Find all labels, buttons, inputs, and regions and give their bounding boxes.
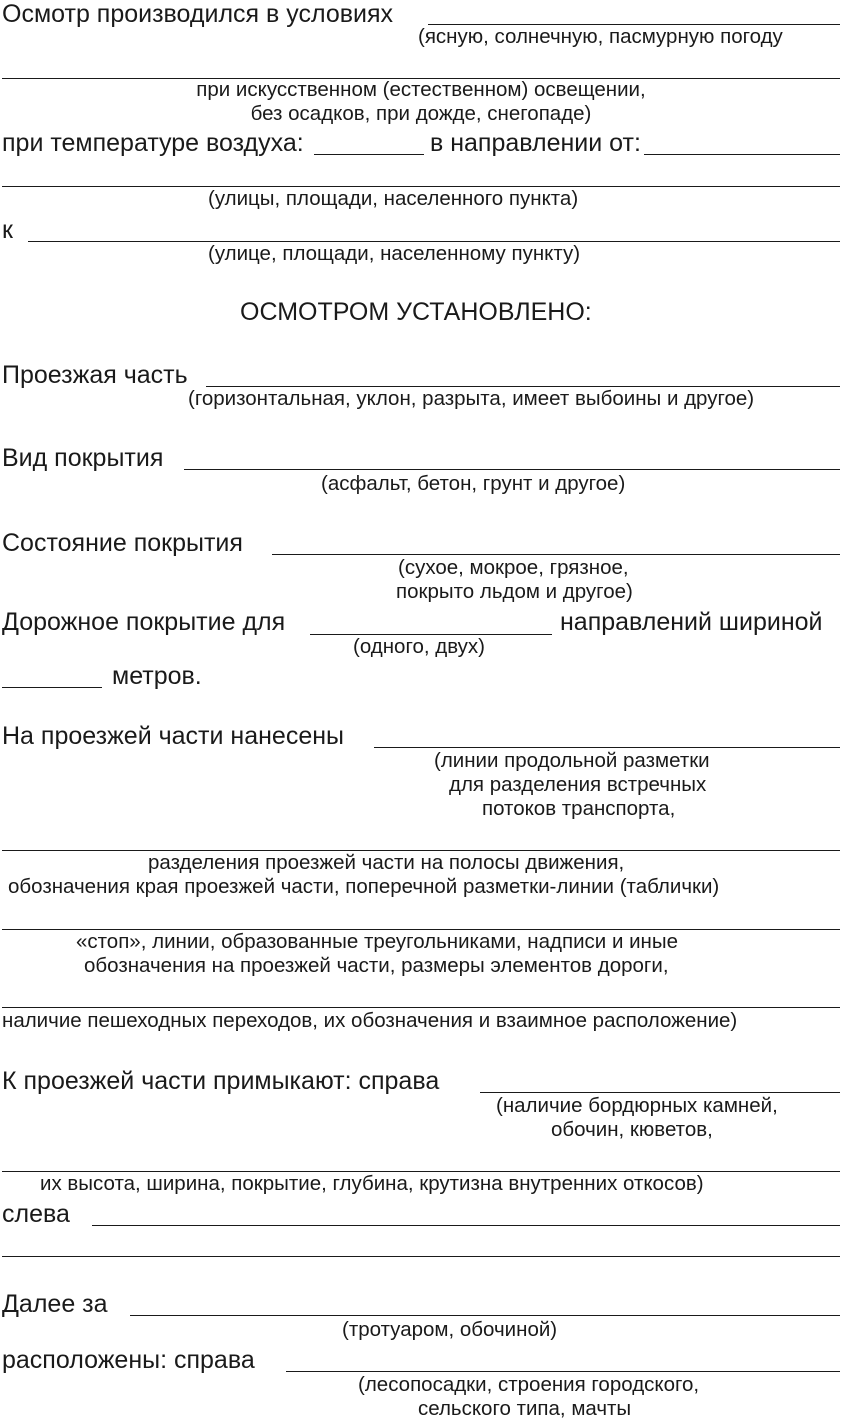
surface-state-field[interactable] (272, 554, 840, 555)
width-field[interactable] (2, 687, 102, 688)
located-right-field[interactable] (286, 1371, 840, 1372)
markings-hint-3: потоков транспорта, (482, 797, 676, 820)
directions-label-after: направлений шириной (560, 608, 823, 636)
conditions-hint-light-2: без осадков, при дожде, снегопаде) (250, 102, 592, 125)
surface-state-hint-2: покрыто льдом и другое) (396, 580, 633, 603)
markings-hint-5: обозначения края проезжей части, поперечной разметки-линии (таблички) (8, 875, 720, 898)
directions-label: Дорожное покрытие для (2, 608, 286, 636)
adjacent-hint-2: обочин, кюветов, (551, 1118, 713, 1141)
direction-to-label: к (2, 216, 13, 244)
markings-hint-1: (линии продольной разметки (434, 749, 710, 772)
beyond-hint: (тротуаром, обочиной) (342, 1318, 558, 1341)
surface-type-label: Вид покрытия (2, 444, 164, 472)
surface-state-label: Состояние покрытия (2, 529, 243, 557)
roadway-label: Проезжая часть (2, 361, 188, 389)
temperature-field[interactable] (314, 154, 424, 155)
located-hint-1: (лесопосадки, строения городского, (358, 1373, 700, 1396)
adjacent-hint-1: (наличие бордюрных камней, (496, 1094, 778, 1117)
markings-hint-2: для разделения встречных (449, 773, 707, 796)
temperature-label: при температуре воздуха: (2, 129, 304, 157)
adjacent-left-field-2[interactable] (2, 1256, 840, 1257)
adjacent-left-label: слева (2, 1200, 70, 1228)
conditions-label: Осмотр производился в условиях (2, 0, 394, 28)
surface-state-hint-1: (сухое, мокрое, грязное, (398, 556, 629, 579)
markings-field[interactable] (374, 747, 840, 748)
located-hint-2: сельского типа, мачты (418, 1397, 632, 1420)
adjacent-hint-3: их высота, ширина, покрытие, глубина, крутизна внутренних откосов) (40, 1172, 704, 1195)
roadway-hint: (горизонтальная, уклон, разрыта, имеет выбоины и другое) (188, 387, 755, 410)
direction-to-hint: (улице, площади, населенному пункту) (208, 242, 581, 265)
adjacent-left-field[interactable] (92, 1225, 840, 1226)
adjacent-label: К проезжей части примыкают: справа (2, 1067, 440, 1095)
adjacent-right-field[interactable] (480, 1092, 840, 1093)
surface-type-field[interactable] (184, 469, 840, 470)
direction-from-field[interactable] (644, 154, 840, 155)
section-title: ОСМОТРОМ УСТАНОВЛЕНО: (240, 298, 592, 326)
markings-hint-7: обозначения на проезжей части, размеры элементов дороги, (84, 954, 669, 977)
conditions-hint-weather: (ясную, солнечную, пасмурную погоду (418, 25, 783, 48)
directions-hint: (одного, двух) (353, 635, 486, 658)
beyond-label: Далее за (2, 1290, 108, 1318)
located-label: расположены: справа (2, 1346, 255, 1374)
markings-label: На проезжей части нанесены (2, 722, 344, 750)
beyond-field[interactable] (130, 1315, 840, 1316)
direction-from-hint: (улицы, площади, населенного пункта) (208, 187, 579, 210)
markings-hint-6: «стоп», линии, образованные треугольниками, надписи и иные (76, 930, 678, 953)
surface-type-hint: (асфальт, бетон, грунт и другое) (321, 472, 626, 495)
markings-field-4[interactable] (2, 1007, 840, 1008)
markings-hint-4: разделения проезжей части на полосы движения, (148, 851, 625, 874)
markings-hint-8: наличие пешеходных переходов, их обозначения и взаимное расположение) (2, 1009, 738, 1032)
meters-label: метров. (112, 662, 202, 690)
direction-label: в направлении от: (430, 129, 641, 157)
conditions-hint-light-1: при искусственном (естественном) освещении, (196, 78, 646, 101)
